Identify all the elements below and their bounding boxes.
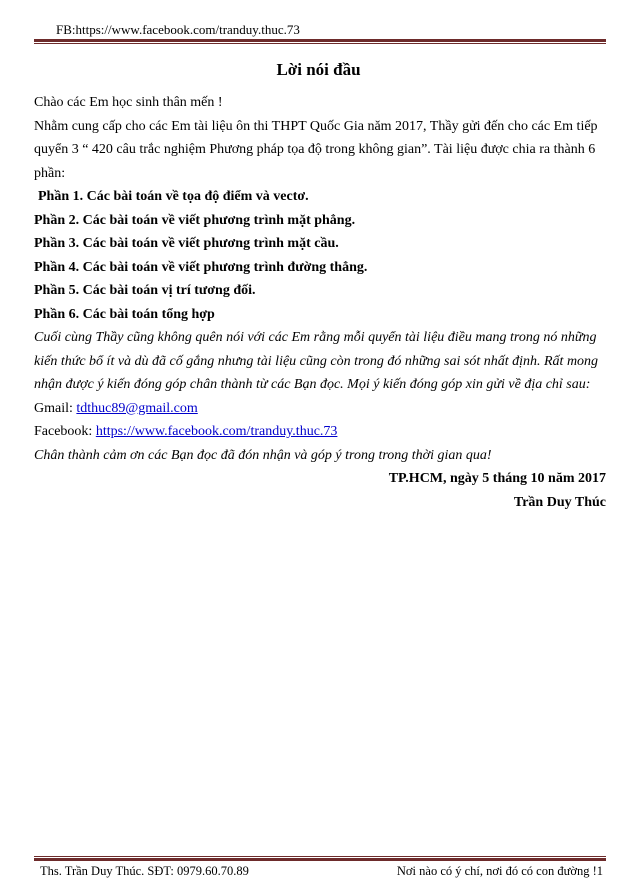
signature-date: TP.HCM, ngày 5 tháng 10 năm 2017 <box>388 471 606 486</box>
document-body <box>34 91 609 514</box>
footer-rule-thick <box>34 858 606 861</box>
header-rule-thin <box>34 43 606 44</box>
page-title: Lời nói đầu <box>276 60 361 79</box>
intro-paragraph: Nhằm cung cấp cho các Em tài liệu ôn thi THPT Quốc Gia năm 2017, Thầy gửi đến cho các Em tiếp quyển 3 “ 420 câu trắc nghiệm Phương pháp tọa độ trong không gian”. Tài liệu được chia ra thành 6 phần: <box>34 118 598 181</box>
part-item: Phần 4. Các bài toán về viết phương trình đường thẳng. <box>34 259 368 275</box>
part-item: Phần 1. Các bài toán về tọa độ điểm và vectơ. <box>38 189 309 204</box>
facebook-link[interactable]: https://www.facebook.com/tranduy.thuc.73 <box>95 424 338 439</box>
part-item: Phần 3. Các bài toán về viết phương trình mặt cầu. <box>34 236 339 251</box>
part-item: Phần 5. Các bài toán vị trí tương đối. <box>34 283 256 298</box>
footer-rule-thin <box>34 856 606 857</box>
footer-author: Ths. Trần Duy Thúc. SĐT: 0979.60.70.89 <box>40 864 249 878</box>
facebook-label: Facebook: <box>34 424 93 439</box>
gmail-row <box>34 397 609 421</box>
part-item: Phần 2. Các bài toán về viết phương trình mặt phẳng. <box>34 212 356 228</box>
thanks-line: Chân thành cảm ơn các Bạn đọc đã đón nhận và góp ý trong trong thời gian qua! <box>34 447 492 463</box>
footer-motto: Nơi nào có ý chí, nơi đó có con đường !1 <box>396 864 603 878</box>
gmail-link[interactable]: tdthuc89@gmail.com <box>76 400 198 416</box>
gmail-label: Gmail: <box>34 400 73 416</box>
closing-note: Cuối cùng Thầy cũng không quên nói với các Em rằng mỗi quyển tài liệu điều mang trong nó những kiến thức bổ ít và dù đã cố gắng nhưng tài liệu cũng còn trong đó những sai sót nhất định. Rất mong nhận được ý kiến đóng góp chân thành từ các Bạn đọc. Mọi ý kiến đóng góp xin gửi về địa chỉ sau: <box>34 330 599 392</box>
part-item: Phần 6. Các bài toán tổng hợp <box>34 306 215 322</box>
signature-author: Trần Duy Thúc <box>513 494 606 510</box>
page-header: FB:https://www.facebook.com/tranduy.thuc.73 <box>56 22 300 37</box>
greeting: Chào các Em học sinh thân mến ! <box>34 95 223 110</box>
facebook-row <box>34 420 609 444</box>
header-rule-thick <box>34 39 606 42</box>
